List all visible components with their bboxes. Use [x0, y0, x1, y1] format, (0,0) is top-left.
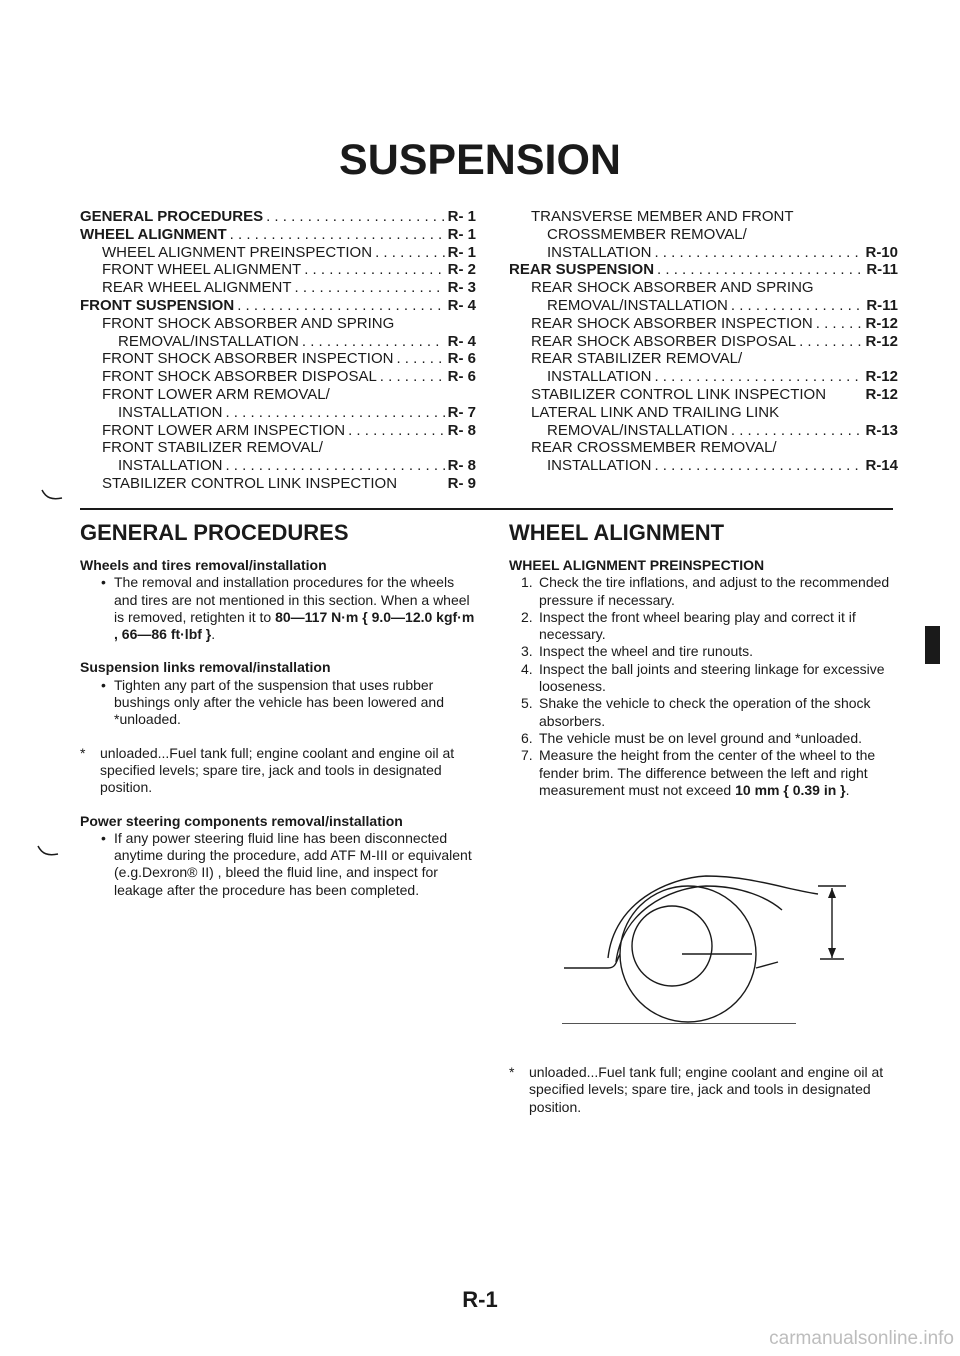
preinspection-step-7-list — [509, 747, 904, 799]
fender-height-limit: 10 mm { 0.39 in } — [735, 781, 846, 798]
diagram-unloaded-note — [509, 1064, 924, 1116]
toc-dot-leader — [225, 404, 444, 422]
toc-entry — [80, 208, 476, 226]
step-text: Shake the vehicle to check the operation of the shock absorbers. — [539, 695, 871, 729]
section-tab-marker — [925, 626, 940, 664]
toc-entry-title: REMOVAL/INSTALLATION — [547, 421, 728, 439]
toc-entry-title: REAR SHOCK ABSORBER DISPOSAL — [531, 332, 797, 350]
step-number: 2. — [521, 608, 533, 625]
preinspection-step — [509, 574, 904, 609]
toc-entry-title: REMOVAL/INSTALLATION — [118, 332, 299, 350]
suspension-links-bullet: • Tighten any part of the suspension that uses rubber bushings only after the vehicle has been lowered and *unloaded. — [80, 677, 480, 729]
toc-entry-title: REAR STABILIZER REMOVAL/ — [531, 350, 743, 368]
toc-entry-page: R- 9 — [447, 474, 476, 492]
toc-entry-title: FRONT LOWER ARM REMOVAL/ — [102, 385, 330, 403]
toc-dot-leader — [799, 333, 862, 351]
toc-dot-leader — [225, 457, 444, 475]
step-number: 1. — [521, 574, 533, 591]
page-title: SUSPENSION — [339, 136, 621, 184]
section-divider — [80, 508, 893, 510]
toc-entry — [509, 279, 898, 297]
toc-entry — [80, 333, 476, 351]
general-procedures-heading: GENERAL PROCEDURES — [80, 520, 349, 545]
toc-dot-leader — [294, 279, 444, 297]
toc-dot-leader — [348, 422, 445, 440]
wheels-tires-text: The removal and installation procedures for the wheels and tires are not mentioned in this section. When a wheel is removed, retighten it to — [114, 574, 470, 625]
toc-entry — [80, 279, 476, 297]
toc-dot-leader — [657, 261, 863, 279]
wheel-alignment-heading: WHEEL ALIGNMENT — [509, 520, 725, 545]
toc-entry — [80, 422, 476, 440]
toc-entry — [80, 244, 476, 262]
toc-entry-title: CROSSMEMBER REMOVAL/ — [547, 225, 747, 243]
toc-dot-leader — [654, 368, 862, 386]
toc-dot-leader — [302, 333, 445, 351]
tire-flap — [756, 962, 778, 968]
step-text: The vehicle must be on level ground and *unloaded. — [539, 729, 862, 746]
toc-entry-title: FRONT STABILIZER REMOVAL/ — [102, 439, 323, 457]
wheels-tires-bullet — [80, 574, 480, 643]
toc-entry — [80, 439, 476, 457]
toc-entry-title: REAR SHOCK ABSORBER AND SPRING — [531, 279, 814, 297]
toc-entry-page: R- 2 — [447, 261, 476, 279]
power-steering-bullet: • If any power steering fluid line has been disconnected anytime during the procedure, add ATF M-III or equivalent (e.g.Dexron® II) , bleed the fluid line, and inspect for leakage after the procedure has been completed. — [80, 830, 480, 899]
step-text: Inspect the wheel and tire runouts. — [539, 643, 754, 660]
toc-entry-page: R-10 — [865, 243, 898, 261]
toc-entry-page: R- 1 — [447, 243, 476, 261]
toc-entry-page: R- 6 — [447, 368, 476, 386]
toc-entry-title: WHEEL ALIGNMENT — [80, 225, 227, 243]
toc-dot-leader — [731, 297, 863, 315]
toc-entry-page: R- 8 — [447, 421, 476, 439]
toc-entry — [80, 350, 476, 368]
toc-entry — [80, 386, 476, 404]
toc-entry-page: R-12 — [865, 332, 898, 350]
toc-entry-page: R- 4 — [447, 296, 476, 314]
toc-entry-page: R- 1 — [447, 225, 476, 243]
power-steering-subheading: Power steering components removal/installation — [80, 812, 403, 829]
preinspection-step — [509, 661, 904, 696]
toc-dot-leader — [304, 261, 444, 279]
preinspection-step — [509, 730, 904, 747]
preinspection-step — [509, 643, 904, 660]
toc-entry-page: R-12 — [865, 314, 898, 332]
toc-entry-title: FRONT SHOCK ABSORBER DISPOSAL — [102, 368, 377, 386]
suspension-links-subheading: Suspension links removal/installation — [80, 659, 331, 676]
toc-entry — [80, 297, 476, 315]
toc-entry-title: LATERAL LINK AND TRAILING LINK — [531, 403, 780, 421]
toc-entry-title: REAR SHOCK ABSORBER INSPECTION — [531, 314, 813, 332]
note-asterisk: * — [509, 1064, 515, 1080]
toc-entry — [80, 368, 476, 386]
fender-arch-inner — [616, 886, 782, 962]
toc-entry — [80, 457, 476, 475]
step-number: 7. — [521, 747, 533, 764]
site-watermark: carmanualsonline.info — [769, 1328, 954, 1349]
toc-entry — [509, 404, 898, 422]
toc-entry — [509, 297, 898, 315]
toc-dot-leader — [654, 244, 862, 262]
general-procedures-section — [80, 557, 480, 915]
wheels-tires-text-end: . — [211, 626, 216, 643]
toc-entry-title: INSTALLATION — [547, 368, 652, 386]
step-text: Inspect the front wheel bearing play and correct it if necessary. — [539, 608, 856, 643]
toc-entry-page: R-11 — [866, 261, 898, 279]
toc-entry — [509, 315, 898, 333]
toc-entry — [80, 226, 476, 244]
toc-entry — [80, 404, 476, 422]
page-number: R-1 — [462, 1287, 498, 1312]
toc-entry-page: R-12 — [865, 385, 898, 403]
step-text: Measure the height from the center of the wheel to the fender brim. The difference between the left and right measurement must not exceed — [539, 747, 876, 798]
toc-entry-title: REAR CROSSMEMBER REMOVAL/ — [531, 439, 777, 457]
toc-entry-title: INSTALLATION — [547, 243, 652, 261]
toc-entry — [509, 244, 898, 262]
diagram-unloaded-note-text: unloaded...Fuel tank full; engine coolant and engine oil at specified levels; spare tire, jack and tools in designated position. — [529, 1064, 884, 1115]
toc-entry-title: REMOVAL/INSTALLATION — [547, 296, 728, 314]
wheel-rim — [632, 906, 712, 986]
height-arrow-top — [828, 888, 836, 898]
toc-entry-title: FRONT SHOCK ABSORBER INSPECTION — [102, 350, 394, 368]
step-number: 3. — [521, 643, 533, 660]
toc-entry-title: STABILIZER CONTROL LINK INSPECTION — [102, 474, 398, 492]
toc-entry-page: R- 4 — [447, 332, 476, 350]
toc-entry — [509, 350, 898, 368]
height-arrow-bottom — [828, 948, 836, 958]
note-asterisk: * — [80, 744, 86, 761]
toc-entry-title: FRONT SHOCK ABSORBER AND SPRING — [102, 314, 395, 332]
toc-entry-title: WHEEL ALIGNMENT PREINSPECTION — [102, 243, 373, 261]
toc-entry-page: R-12 — [865, 368, 898, 386]
wheels-tires-subheading: Wheels and tires removal/installation — [80, 557, 327, 573]
toc-dot-leader — [654, 457, 862, 475]
toc-entry-title: REAR SUSPENSION — [509, 261, 655, 279]
toc-entry-title: FRONT WHEEL ALIGNMENT — [102, 261, 302, 279]
toc-entry — [509, 439, 898, 457]
toc-dot-leader — [375, 244, 445, 262]
preinspection-subheading: WHEEL ALIGNMENT PREINSPECTION — [509, 557, 765, 573]
toc-entry-page: R-11 — [866, 296, 898, 314]
toc-dot-leader — [266, 208, 445, 226]
wheels-torque-spec: 80—117 N·m { 9.0—12.0 kgf·m , 66—86 ft·lbf } — [114, 608, 475, 643]
toc-dot-leader — [237, 297, 444, 315]
toc-dot-leader — [816, 315, 863, 333]
wheel-alignment-section — [509, 557, 904, 799]
toc-entry-page: R- 1 — [447, 208, 476, 225]
toc-entry-title: STABILIZER CONTROL LINK INSPECTION — [531, 385, 827, 403]
toc-entry — [80, 261, 476, 279]
toc-entry-title: REAR WHEEL ALIGNMENT — [102, 279, 292, 297]
margin-tick-mark — [40, 488, 64, 504]
toc-entry — [509, 261, 898, 279]
toc-entry-page: R- 7 — [447, 403, 476, 421]
toc-entry — [509, 226, 898, 244]
toc-entry-title: INSTALLATION — [547, 457, 652, 475]
step-text: Check the tire inflations, and adjust to the recommended pressure if necessary. — [539, 574, 890, 608]
toc-dot-leader — [396, 350, 444, 368]
margin-tick-mark — [36, 844, 60, 860]
toc-entry-title: TRANSVERSE MEMBER AND FRONT — [531, 208, 794, 225]
toc-entry-title: FRONT SUSPENSION — [80, 296, 235, 314]
step-number: 4. — [521, 660, 533, 677]
preinspection-step — [509, 695, 904, 730]
toc-left-column — [80, 208, 476, 493]
toc-entry-page: R- 6 — [447, 350, 476, 368]
unloaded-note — [80, 745, 480, 797]
toc-dot-leader — [230, 226, 445, 244]
toc-entry — [509, 368, 898, 386]
toc-entry — [509, 422, 898, 440]
ground-contact — [564, 954, 620, 968]
toc-right-column — [509, 208, 898, 475]
toc-dot-leader — [380, 368, 445, 386]
toc-entry — [509, 457, 898, 475]
step-text: Inspect the ball joints and steering linkage for excessive looseness. — [539, 660, 885, 695]
toc-entry-page: R- 8 — [447, 457, 476, 475]
toc-entry-title: FRONT LOWER ARM INSPECTION — [102, 421, 346, 439]
fender-arch-outline — [608, 876, 818, 958]
fender-height-diagram — [556, 854, 856, 1024]
step-number: 5. — [521, 695, 533, 712]
toc-entry-page: R-14 — [865, 457, 898, 475]
toc-entry-page: R- 3 — [447, 279, 476, 297]
toc-entry-title: INSTALLATION — [118, 457, 223, 475]
toc-entry-title: GENERAL PROCEDURES — [80, 208, 264, 225]
toc-entry — [509, 208, 898, 226]
unloaded-note-text: unloaded...Fuel tank full; engine coolant and engine oil at specified levels; spare tire, jack and tools in designated position. — [100, 744, 455, 796]
preinspection-step — [509, 609, 904, 644]
toc-entry — [509, 386, 898, 404]
toc-entry — [80, 315, 476, 333]
toc-dot-leader — [731, 422, 863, 440]
step-number: 6. — [521, 729, 533, 746]
preinspection-steps — [509, 574, 904, 747]
preinspection-step — [509, 747, 904, 799]
toc-entry-page: R-13 — [865, 421, 898, 439]
step-text-end: . — [845, 781, 850, 798]
toc-entry — [509, 333, 898, 351]
toc-entry-title: INSTALLATION — [118, 403, 223, 421]
toc-entry — [80, 475, 476, 493]
